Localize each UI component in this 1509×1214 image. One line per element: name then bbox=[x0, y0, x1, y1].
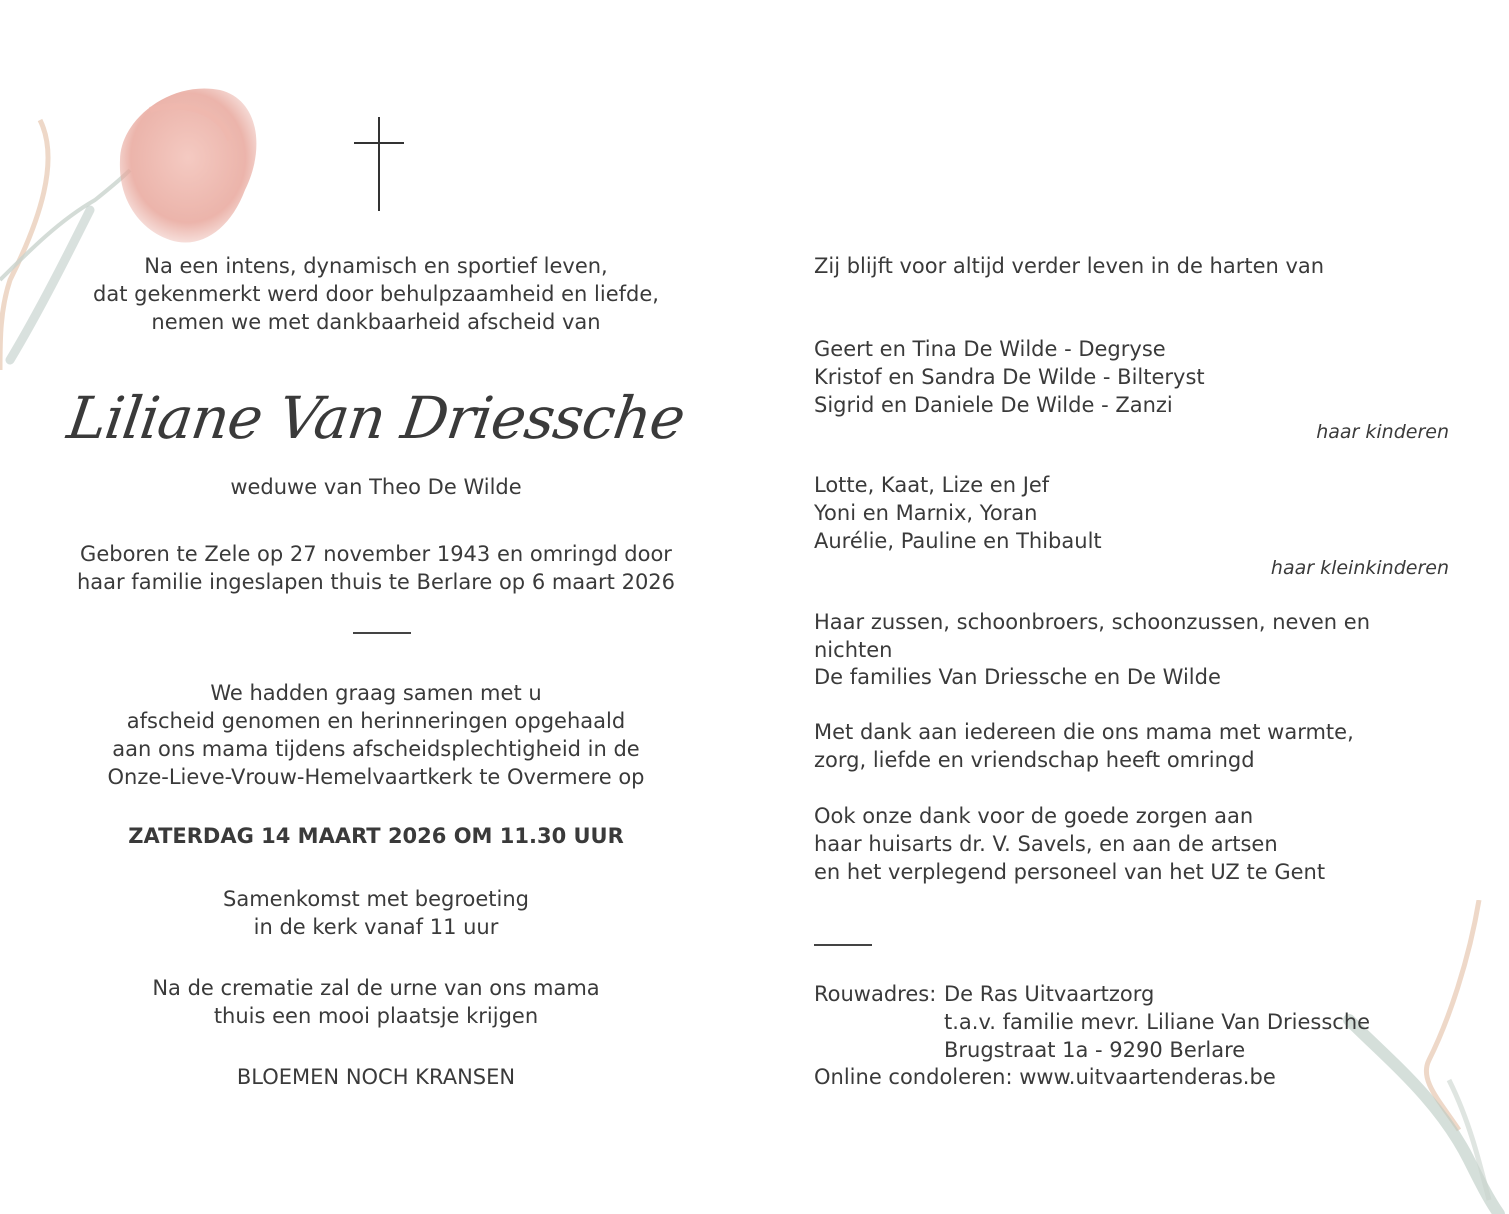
no-flowers-text: BLOEMEN NOCH KRANSEN bbox=[236, 1065, 516, 1089]
gathering-text bbox=[40, 885, 712, 941]
remembrance-intro: Zij blijft voor altijd verder leven in de harten van bbox=[814, 254, 1325, 278]
intro-line: Na een intens, dynamisch en sportief leven, bbox=[144, 254, 608, 278]
thanks-line: Met dank aan iedereen die ons mama met warmte, bbox=[814, 720, 1354, 744]
list-item: Aurélie, Pauline en Thibault bbox=[814, 529, 1102, 553]
address-value: De Ras Uitvaartzorg bbox=[944, 982, 1155, 1006]
ceremony-date: ZATERDAG 14 MAART 2026 OM 11.30 UUR bbox=[128, 824, 624, 848]
cremation-line: thuis een mooi plaatsje krijgen bbox=[213, 1004, 539, 1028]
invite-line: We hadden graag samen met u bbox=[210, 681, 542, 705]
address-value: Brugstraat 1a - 9290 Berlare bbox=[944, 1038, 1246, 1062]
children-list bbox=[814, 335, 1454, 419]
address-value: t.a.v. familie mevr. Liliane Van Driessche bbox=[944, 1010, 1371, 1034]
list-item: Sigrid en Daniele De Wilde - Zanzi bbox=[814, 393, 1173, 417]
invite-line: afscheid genomen en herinneringen opgehaald bbox=[126, 709, 626, 733]
children-label: haar kinderen bbox=[1316, 421, 1449, 443]
invite-line: aan ons mama tijdens afscheidsplechtigheid in de bbox=[112, 737, 640, 761]
born-line: Geboren te Zele op 27 november 1943 en omringd door bbox=[80, 542, 672, 566]
families-text: De families Van Driessche en De Wilde bbox=[814, 665, 1221, 689]
siblings-text: Haar zussen, schoonbroers, schoonzussen, neven en nichten bbox=[814, 610, 1371, 662]
intro-line: dat gekenmerkt werd door behulpzaamheid en liefde, bbox=[93, 282, 659, 306]
intro-text bbox=[40, 252, 712, 336]
address-line bbox=[814, 980, 1454, 1008]
divider bbox=[353, 632, 411, 634]
thanks-text bbox=[814, 718, 1454, 774]
thanks-line: haar huisarts dr. V. Savels, en aan de artsen bbox=[814, 832, 1278, 856]
gather-line: Samenkomst met begroeting bbox=[223, 887, 529, 911]
list-item: Yoni en Marnix, Yoran bbox=[814, 501, 1038, 525]
born-line: haar familie ingeslapen thuis te Berlare op 6 maart 2026 bbox=[76, 570, 676, 594]
online-condolence-text: Online condoleren: www.uitvaartenderas.be bbox=[814, 1065, 1276, 1089]
list-item: Lotte, Kaat, Lize en Jef bbox=[814, 473, 1050, 497]
gather-line: in de kerk vanaf 11 uur bbox=[253, 915, 499, 939]
list-item: Geert en Tina De Wilde - Degryse bbox=[814, 337, 1166, 361]
thanks-line: Ook onze dank voor de goede zorgen aan bbox=[814, 804, 1254, 828]
grandchildren-label: haar kleinkinderen bbox=[1270, 557, 1449, 579]
address-line bbox=[814, 1008, 1454, 1036]
birth-death-text bbox=[40, 540, 712, 596]
widow-text: weduwe van Theo De Wilde bbox=[230, 475, 522, 499]
list-item: Kristof en Sandra De Wilde - Bilteryst bbox=[814, 365, 1205, 389]
grandchildren-list bbox=[814, 471, 1454, 555]
thanks-line: zorg, liefde en vriendschap heeft omringd bbox=[814, 748, 1255, 772]
deceased-name: Liliane Van Driessche bbox=[63, 384, 689, 452]
address-label: Rouwadres: bbox=[814, 982, 937, 1006]
invite-line: Onze-Lieve-Vrouw-Hemelvaartkerk te Overmere op bbox=[107, 765, 645, 789]
divider bbox=[814, 944, 872, 946]
address-line bbox=[814, 1036, 1454, 1064]
cross-icon bbox=[354, 117, 404, 211]
cremation-line: Na de crematie zal de urne van ons mama bbox=[152, 976, 600, 1000]
care-thanks-text bbox=[814, 802, 1454, 886]
thanks-line: en het verplegend personeel van het UZ te Gent bbox=[814, 860, 1326, 884]
cremation-text bbox=[40, 974, 712, 1030]
intro-line: nemen we met dankbaarheid afscheid van bbox=[151, 310, 601, 334]
invitation-text bbox=[40, 679, 712, 791]
